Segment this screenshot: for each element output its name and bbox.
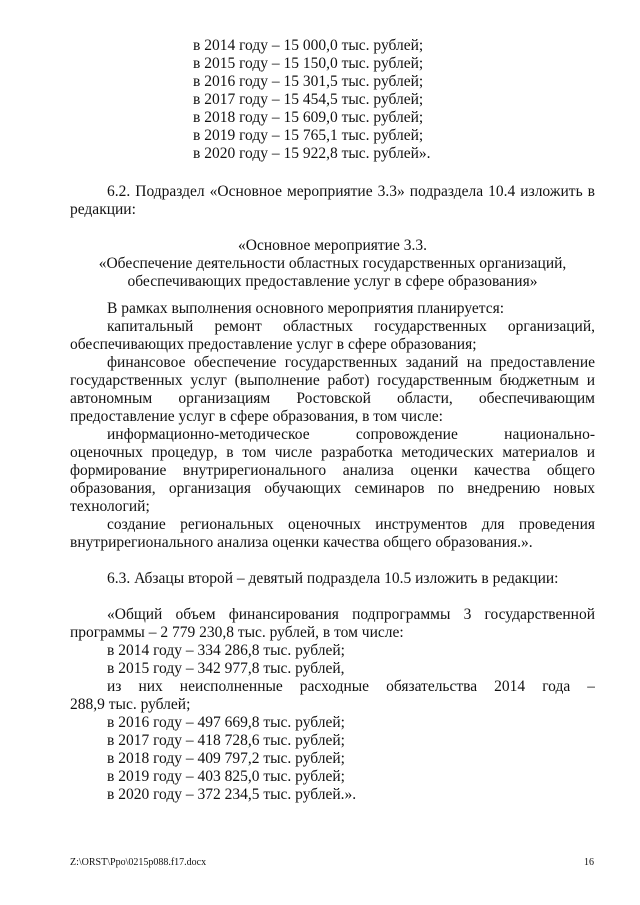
budget-line-2020: в 2020 году – 15 922,8 тыс. рублей». — [193, 145, 431, 162]
financing-line: 288,9 тыс. рублей; — [70, 696, 191, 713]
financing-line-2015: в 2015 году – 342 977,8 тыс. рублей, — [107, 660, 345, 677]
measure-body-line: финансовое обеспечение государственных заданий на предоставление — [107, 354, 595, 371]
financing-line: программы – 2 779 230,8 тыс. рублей, в том числе: — [70, 624, 404, 641]
measure-body-line: внутрирегионального анализа оценки качества общего образования.». — [70, 534, 533, 551]
measure-body-line: обеспечивающих предоставление услуг в сфере образования; — [70, 336, 477, 353]
financing-line-2016: в 2016 году – 497 669,8 тыс. рублей; — [107, 714, 345, 731]
section-6-2-line-2: редакции: — [70, 201, 136, 218]
measure-body-line: предоставление услуг в сфере образования, в том числе: — [70, 408, 443, 425]
budget-line-2017: в 2017 году – 15 454,5 тыс. рублей; — [193, 91, 424, 108]
measure-title-line-1: «Основное мероприятие 3.3. — [238, 237, 427, 254]
section-6-3: 6.3. Абзацы второй – девятый подраздела 10.5 изложить в редакции: — [107, 570, 559, 587]
measure-body-line: образования, организация обучающих семинаров по внедрению новых — [70, 480, 595, 497]
financing-line-2020: в 2020 году – 372 234,5 тыс. рублей.». — [107, 786, 357, 803]
financing-line: из них неисполненные расходные обязательства 2014 года – — [107, 678, 595, 695]
footer-file-path: Z:\ORST\Ppo\0215p088.f17.docx — [70, 857, 207, 868]
page-number: 16 — [584, 857, 594, 868]
measure-body-line: государственных услуг (выполнение работ) государственным бюджетным и — [70, 372, 595, 389]
budget-line-2019: в 2019 году – 15 765,1 тыс. рублей; — [193, 127, 424, 144]
budget-line-2016: в 2016 году – 15 301,5 тыс. рублей; — [193, 73, 424, 90]
measure-body-line: технологий; — [70, 498, 150, 515]
financing-line-2018: в 2018 году – 409 797,2 тыс. рублей; — [107, 750, 345, 767]
measure-body-line: капитальный ремонт областных государственных организаций, — [107, 318, 595, 335]
measure-body-intro: В рамках выполнения основного мероприятия планируется: — [107, 300, 505, 317]
measure-title-line-2: «Обеспечение деятельности областных государственных организаций, — [98, 255, 567, 272]
measure-body-line: оценочных процедур, в том числе разработка методических материалов и — [70, 444, 595, 461]
measure-body-line: создание региональных оценочных инструментов для проведения — [107, 516, 595, 533]
measure-title-line-3: обеспечивающих предоставление услуг в сфере образования» — [127, 273, 538, 290]
measure-body-line: автономным организациям Ростовской области, обеспечивающим — [70, 390, 595, 407]
financing-line-2019: в 2019 году – 403 825,0 тыс. рублей; — [107, 768, 345, 785]
budget-line-2015: в 2015 году – 15 150,0 тыс. рублей; — [193, 55, 424, 72]
section-6-2-line-1: 6.2. Подраздел «Основное мероприятие 3.3» подраздела 10.4 изложить в — [107, 183, 595, 200]
budget-line-2018: в 2018 году – 15 609,0 тыс. рублей; — [193, 109, 424, 126]
measure-body-line: информационно-методическое сопровождение национально- — [107, 426, 595, 443]
budget-line-2014: в 2014 году – 15 000,0 тыс. рублей; — [193, 37, 424, 54]
measure-body-line: формирование внутрирегионального анализа оценки качества общего — [70, 462, 595, 479]
financing-line-2014: в 2014 году – 334 286,8 тыс. рублей; — [107, 642, 345, 659]
financing-line-2017: в 2017 году – 418 728,6 тыс. рублей; — [107, 732, 345, 749]
financing-line: «Общий объем финансирования подпрограммы 3 государственной — [107, 606, 595, 623]
